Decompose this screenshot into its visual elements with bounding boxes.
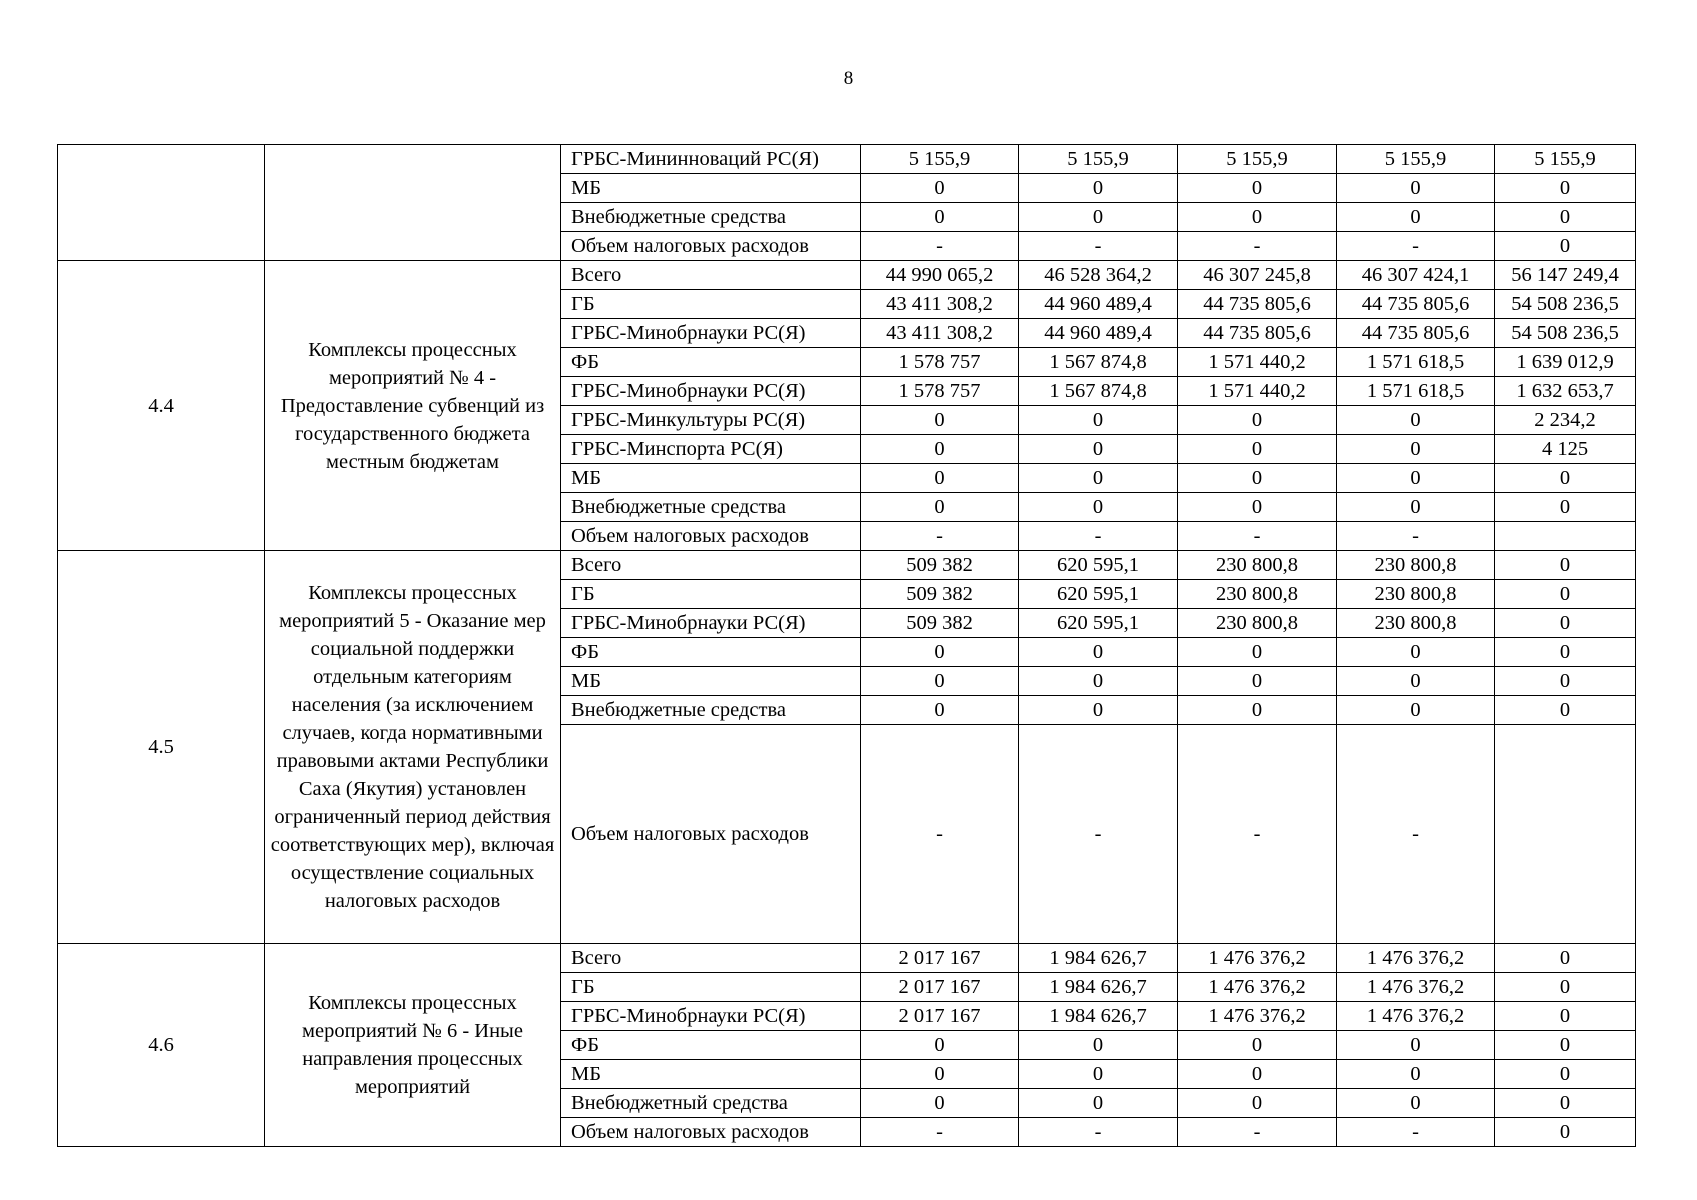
amount-cell: 5 155,9	[1019, 145, 1178, 174]
amount-cell: 0	[861, 464, 1019, 493]
amount-cell: 230 800,8	[1337, 580, 1495, 609]
amount-cell: -	[861, 725, 1019, 944]
amount-cell: -	[1337, 725, 1495, 944]
amount-cell: 0	[1495, 609, 1636, 638]
funding-source: ГРБС-Минобрнауки РС(Я)	[561, 609, 861, 638]
amount-cell: 0	[1019, 406, 1178, 435]
amount-cell: -	[1178, 522, 1337, 551]
funding-source: Внебюджетные средства	[561, 203, 861, 232]
amount-cell: 5 155,9	[1495, 145, 1636, 174]
amount-cell: -	[1337, 232, 1495, 261]
amount-cell	[1495, 725, 1636, 944]
funding-source: Объем налоговых расходов	[561, 522, 861, 551]
amount-cell: 0	[1495, 1118, 1636, 1147]
funding-source: Объем налоговых расходов	[561, 232, 861, 261]
amount-cell: 0	[1337, 1089, 1495, 1118]
amount-cell: 46 528 364,2	[1019, 261, 1178, 290]
amount-cell: -	[1337, 522, 1495, 551]
amount-cell: 0	[1019, 696, 1178, 725]
amount-cell: 0	[1178, 493, 1337, 522]
amount-cell: 0	[1178, 464, 1337, 493]
amount-cell: 54 508 236,5	[1495, 319, 1636, 348]
funding-source: Внебюджетный средства	[561, 1089, 861, 1118]
amount-cell: 0	[1337, 174, 1495, 203]
amount-cell: 0	[1178, 1089, 1337, 1118]
amount-cell: 46 307 424,1	[1337, 261, 1495, 290]
amount-cell: 0	[861, 696, 1019, 725]
funding-source: Объем налоговых расходов	[561, 725, 861, 944]
amount-cell: 0	[1178, 435, 1337, 464]
amount-cell: 0	[1337, 696, 1495, 725]
funding-source: ФБ	[561, 348, 861, 377]
funding-source: МБ	[561, 464, 861, 493]
amount-cell: 0	[1178, 406, 1337, 435]
funding-source: ФБ	[561, 1031, 861, 1060]
item-number	[58, 145, 265, 261]
amount-cell: 2 017 167	[861, 973, 1019, 1002]
amount-cell: 0	[1337, 1031, 1495, 1060]
amount-cell: 1 571 440,2	[1178, 377, 1337, 406]
amount-cell: 0	[1495, 1031, 1636, 1060]
amount-cell: 1 476 376,2	[1178, 973, 1337, 1002]
funding-source: ГРБС-Минобрнауки РС(Я)	[561, 377, 861, 406]
amount-cell: 0	[1178, 638, 1337, 667]
amount-cell: 0	[1495, 232, 1636, 261]
amount-cell: 1 578 757	[861, 348, 1019, 377]
funding-source: ГРБС-Минобрнауки РС(Я)	[561, 1002, 861, 1031]
amount-cell: 1 476 376,2	[1178, 944, 1337, 973]
amount-cell: 0	[1019, 1031, 1178, 1060]
amount-cell: 509 382	[861, 580, 1019, 609]
amount-cell: 620 595,1	[1019, 551, 1178, 580]
amount-cell: 0	[1178, 696, 1337, 725]
amount-cell: 1 567 874,8	[1019, 348, 1178, 377]
amount-cell: 0	[861, 667, 1019, 696]
amount-cell: 1 476 376,2	[1337, 944, 1495, 973]
amount-cell: 0	[1019, 638, 1178, 667]
amount-cell: 1 984 626,7	[1019, 973, 1178, 1002]
amount-cell: 0	[1019, 464, 1178, 493]
funding-source: МБ	[561, 174, 861, 203]
amount-cell: 0	[1495, 1002, 1636, 1031]
table-row	[58, 145, 1636, 174]
funding-source: ГРБС-Мининноваций РС(Я)	[561, 145, 861, 174]
amount-cell: 0	[1178, 667, 1337, 696]
amount-cell: 0	[1495, 1089, 1636, 1118]
amount-cell: 0	[861, 1060, 1019, 1089]
page-number: 8	[843, 68, 854, 89]
item-number: 4.5	[58, 551, 265, 944]
item-name: Комплексы процессных мероприятий № 4 - Предоставление субвенций из государственного бюджета местным бюджетам	[265, 261, 561, 551]
amount-cell: 0	[1019, 667, 1178, 696]
amount-cell: 0	[861, 203, 1019, 232]
amount-cell: 0	[1495, 696, 1636, 725]
amount-cell: 0	[1337, 493, 1495, 522]
amount-cell: 0	[1495, 174, 1636, 203]
funding-source: ГРБС-Минобрнауки РС(Я)	[561, 319, 861, 348]
amount-cell: 620 595,1	[1019, 580, 1178, 609]
funding-source: Всего	[561, 261, 861, 290]
amount-cell: 0	[1495, 493, 1636, 522]
amount-cell: 5 155,9	[1337, 145, 1495, 174]
amount-cell: 620 595,1	[1019, 609, 1178, 638]
funding-source: ГБ	[561, 580, 861, 609]
amount-cell: 44 735 805,6	[1337, 319, 1495, 348]
amount-cell: 0	[1337, 667, 1495, 696]
funding-source: ФБ	[561, 638, 861, 667]
item-name: Комплексы процессных мероприятий № 6 - Иные направления процессных мероприятий	[265, 944, 561, 1147]
amount-cell: -	[1178, 1118, 1337, 1147]
amount-cell: 0	[861, 493, 1019, 522]
amount-cell: 0	[1337, 638, 1495, 667]
amount-cell: 0	[1495, 1060, 1636, 1089]
funding-source: Внебюджетные средства	[561, 696, 861, 725]
amount-cell: -	[1019, 232, 1178, 261]
amount-cell: 2 017 167	[861, 1002, 1019, 1031]
amount-cell	[1495, 522, 1636, 551]
table-row	[58, 551, 1636, 580]
amount-cell: -	[1337, 1118, 1495, 1147]
amount-cell: 0	[1019, 203, 1178, 232]
amount-cell: 0	[1495, 638, 1636, 667]
amount-cell: 44 735 805,6	[1178, 319, 1337, 348]
amount-cell: 5 155,9	[861, 145, 1019, 174]
amount-cell: 0	[1495, 464, 1636, 493]
amount-cell: 4 125	[1495, 435, 1636, 464]
amount-cell: 230 800,8	[1178, 551, 1337, 580]
amount-cell: 44 735 805,6	[1178, 290, 1337, 319]
funding-source: Всего	[561, 551, 861, 580]
amount-cell: 0	[1019, 174, 1178, 203]
funding-source: ГБ	[561, 973, 861, 1002]
funding-source: ГРБС-Минкультуры РС(Я)	[561, 406, 861, 435]
amount-cell: 43 411 308,2	[861, 290, 1019, 319]
amount-cell: -	[1019, 725, 1178, 944]
item-name: Комплексы процессных мероприятий 5 - Оказание мер социальной поддержки отдельным категориям населения (за исключением случаев, когда нормативными правовыми актами Республики Саха (Якутия) установлен ограниченный период действия соответствующих мер), включая осуществление социальных налоговых расходов	[265, 551, 561, 944]
funding-table	[57, 144, 1636, 1147]
amount-cell: 0	[1178, 174, 1337, 203]
amount-cell: 230 800,8	[1178, 580, 1337, 609]
amount-cell: 230 800,8	[1337, 551, 1495, 580]
amount-cell: 0	[1337, 1060, 1495, 1089]
amount-cell: 1 567 874,8	[1019, 377, 1178, 406]
amount-cell: 1 476 376,2	[1337, 973, 1495, 1002]
amount-cell: 54 508 236,5	[1495, 290, 1636, 319]
funding-source: Объем налоговых расходов	[561, 1118, 861, 1147]
amount-cell: 0	[1495, 667, 1636, 696]
funding-source: Внебюджетные средства	[561, 493, 861, 522]
amount-cell: 509 382	[861, 609, 1019, 638]
amount-cell: 0	[861, 638, 1019, 667]
amount-cell: 0	[1495, 973, 1636, 1002]
amount-cell: 0	[1178, 203, 1337, 232]
amount-cell: -	[1019, 522, 1178, 551]
amount-cell: 0	[861, 406, 1019, 435]
amount-cell: 0	[1495, 580, 1636, 609]
amount-cell: 0	[861, 1031, 1019, 1060]
amount-cell: 1 984 626,7	[1019, 1002, 1178, 1031]
amount-cell: 0	[1495, 203, 1636, 232]
amount-cell: 43 411 308,2	[861, 319, 1019, 348]
amount-cell: 1 571 618,5	[1337, 348, 1495, 377]
amount-cell: 1 578 757	[861, 377, 1019, 406]
amount-cell: 0	[1337, 406, 1495, 435]
amount-cell: -	[1178, 725, 1337, 944]
amount-cell: 56 147 249,4	[1495, 261, 1636, 290]
funding-source: ГБ	[561, 290, 861, 319]
funding-source: Всего	[561, 944, 861, 973]
amount-cell: 0	[861, 435, 1019, 464]
item-number: 4.4	[58, 261, 265, 551]
amount-cell: 230 800,8	[1337, 609, 1495, 638]
amount-cell: 46 307 245,8	[1178, 261, 1337, 290]
amount-cell: 2 017 167	[861, 944, 1019, 973]
amount-cell: 0	[1495, 551, 1636, 580]
amount-cell: 509 382	[861, 551, 1019, 580]
amount-cell: 44 735 805,6	[1337, 290, 1495, 319]
amount-cell: 44 960 489,4	[1019, 319, 1178, 348]
amount-cell: 0	[1178, 1060, 1337, 1089]
amount-cell: 0	[861, 174, 1019, 203]
amount-cell: -	[1178, 232, 1337, 261]
amount-cell: -	[861, 1118, 1019, 1147]
amount-cell: 1 571 618,5	[1337, 377, 1495, 406]
amount-cell: 1 476 376,2	[1178, 1002, 1337, 1031]
amount-cell: 1 571 440,2	[1178, 348, 1337, 377]
amount-cell: 44 990 065,2	[861, 261, 1019, 290]
amount-cell: 0	[1337, 203, 1495, 232]
amount-cell: 5 155,9	[1178, 145, 1337, 174]
amount-cell: -	[861, 522, 1019, 551]
amount-cell: 1 984 626,7	[1019, 944, 1178, 973]
amount-cell: 0	[1337, 464, 1495, 493]
amount-cell: 2 234,2	[1495, 406, 1636, 435]
amount-cell: 0	[1178, 1031, 1337, 1060]
amount-cell: 0	[861, 1089, 1019, 1118]
amount-cell: 0	[1019, 1060, 1178, 1089]
amount-cell: 1 639 012,9	[1495, 348, 1636, 377]
item-name	[265, 145, 561, 261]
amount-cell: 0	[1019, 1089, 1178, 1118]
amount-cell: -	[1019, 1118, 1178, 1147]
amount-cell: 230 800,8	[1178, 609, 1337, 638]
amount-cell: 1 632 653,7	[1495, 377, 1636, 406]
item-number: 4.6	[58, 944, 265, 1147]
amount-cell: 0	[1337, 435, 1495, 464]
funding-source: МБ	[561, 1060, 861, 1089]
amount-cell: 1 476 376,2	[1337, 1002, 1495, 1031]
amount-cell: -	[861, 232, 1019, 261]
amount-cell: 0	[1495, 944, 1636, 973]
funding-source: ГРБС-Минспорта РС(Я)	[561, 435, 861, 464]
amount-cell: 44 960 489,4	[1019, 290, 1178, 319]
amount-cell: 0	[1019, 493, 1178, 522]
table-row	[58, 944, 1636, 973]
amount-cell: 0	[1019, 435, 1178, 464]
funding-source: МБ	[561, 667, 861, 696]
table-row	[58, 261, 1636, 290]
